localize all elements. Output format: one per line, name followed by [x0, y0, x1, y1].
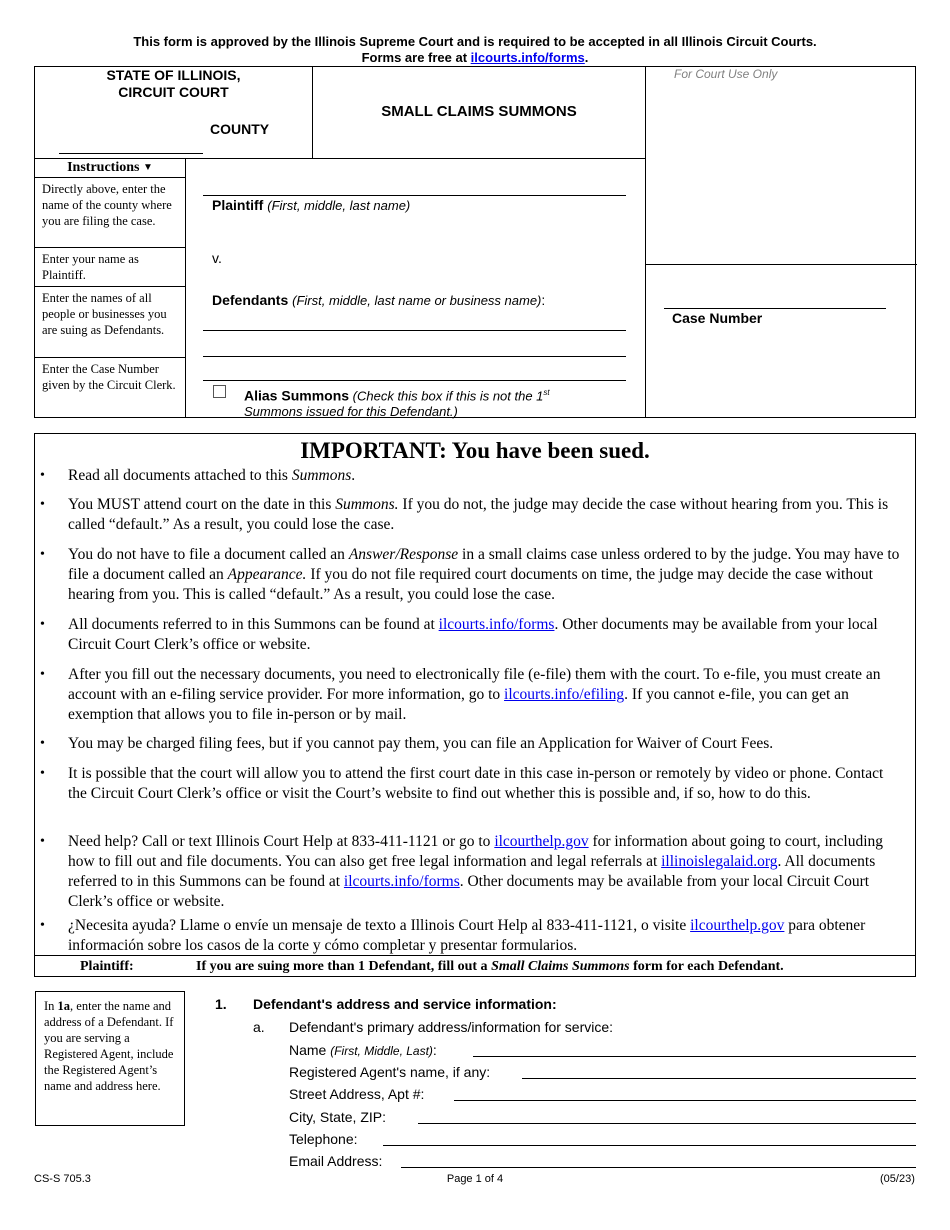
- instruction-county: Directly above, enter the name of the county where you are filing the case.: [35, 178, 185, 248]
- county-input[interactable]: [59, 137, 203, 154]
- bullet-link[interactable]: ilcourts.info/forms: [343, 873, 460, 890]
- bullet-icon: •: [40, 918, 45, 933]
- alias-summons-label: Alias Summons (Check this box if this is not the 1st Summons issued for this Defendant.): [244, 387, 550, 420]
- form-code: CS-S 705.3: [34, 1173, 91, 1185]
- defendant-name-input-2[interactable]: [203, 356, 626, 357]
- subsection-letter: a.: [253, 1019, 265, 1035]
- bullet-icon: •: [40, 468, 45, 483]
- bullet-link[interactable]: illinoislegalaid.org: [661, 853, 778, 870]
- county-label: COUNTY: [210, 121, 270, 137]
- bullet-text: You MUST attend court on the date in this Summons. If you do not, the judge may decide the case without hearing from you. This is called “default.” As a result, you could lose the case.: [68, 496, 889, 533]
- bullet-text: After you fill out the necessary documents, you need to electronically file (e-file) them with the court. To e-file, you must create an account with an e-filing service provider. For more information, go to ilcourts.info/efiling. If you cannot e-file, you can get an exemption that allows you to file in-person or by mail.: [68, 666, 881, 723]
- court-use-column: [645, 67, 917, 417]
- caption-table: [34, 66, 916, 418]
- form-revision: (05/23): [880, 1173, 915, 1185]
- court-cell: [35, 67, 313, 159]
- court-name: STATE OF ILLINOIS, CIRCUIT COURT: [106, 67, 241, 100]
- important-title: IMPORTANT: You have been sued.: [300, 438, 650, 463]
- alias-summons-checkbox[interactable]: [213, 385, 226, 398]
- form-title: SMALL CLAIMS SUMMONS: [381, 103, 577, 120]
- bullet-text: It is possible that the court will allow you to attend the first court date in this case in-person or remotely by video or phone. Contact the Circuit Court Clerk’s office or visit the Court’s website to find out whether this is possible and, if so, how to do this.: [68, 765, 884, 802]
- section-title: Defendant's address and service information:: [253, 996, 557, 1012]
- approval-notice: [0, 34, 950, 66]
- instruction-case-number: Enter the Case Number given by the Circuit Clerk.: [42, 362, 176, 392]
- bullet-icon: •: [40, 617, 45, 632]
- field-label: Name (First, Middle, Last):: [289, 1042, 437, 1058]
- field-label: Telephone:: [289, 1131, 358, 1147]
- field-input[interactable]: [522, 1078, 916, 1079]
- defendant-name-input-1[interactable]: [203, 330, 626, 331]
- plaintiff-label: Plaintiff (First, middle, last name): [212, 197, 411, 213]
- field-input[interactable]: [454, 1100, 916, 1101]
- section1-instruction: In 1a, enter the name and address of a Defendant. If you are serving a Registered Agent, include the Registered Agent’s name and address here.: [35, 991, 185, 1126]
- plaintiff-note-text: If you are suing more than 1 Defendant, fill out a Small Claims Summons form for each Defendant.: [196, 959, 784, 974]
- bullet-text: All documents referred to in this Summons can be found at ilcourts.info/forms. Other documents may be available from your local Circuit Court Clerk’s office or website.: [68, 616, 878, 653]
- bullet-link[interactable]: ilcourthelp.gov: [494, 833, 589, 850]
- section-number: 1.: [215, 996, 227, 1012]
- field-input[interactable]: [383, 1145, 916, 1146]
- field-input[interactable]: [418, 1123, 916, 1124]
- triangle-down-icon: ▼: [142, 162, 153, 173]
- instruction-plaintiff: Enter your name as Plaintiff.: [35, 248, 185, 287]
- court-use-label: For Court Use Only: [674, 67, 778, 81]
- field-label: City, State, ZIP:: [289, 1109, 386, 1125]
- important-notice-box: [34, 433, 916, 977]
- approval-notice-line2: Forms are free at ilcourts.info/forms.: [361, 50, 589, 65]
- field-label: Street Address, Apt #:: [289, 1086, 425, 1102]
- defendant-name-input-3[interactable]: [203, 380, 626, 381]
- page-number: Page 1 of 4: [446, 1173, 504, 1185]
- instructions-column: [35, 158, 186, 417]
- field-label: Registered Agent's name, if any:: [289, 1064, 491, 1080]
- instructions-heading[interactable]: Instructions ▼: [35, 158, 185, 178]
- bullet-link[interactable]: ilcourts.info/forms: [438, 616, 555, 633]
- instruction-defendants: Enter the names of all people or businesses you are suing as Defendants.: [35, 287, 185, 358]
- subsection-title: Defendant's primary address/information for service:: [289, 1019, 614, 1035]
- case-number-input[interactable]: [664, 308, 886, 309]
- bullet-text: ¿Necesita ayuda? Llame o envíe un mensaje de texto a Illinois Court Help al 833-411-1121, o visite ilcourthelp.gov para obtener información sobre los casos de la corte y cómo completar y presentar formularios.: [68, 917, 866, 954]
- field-input[interactable]: [473, 1056, 916, 1057]
- plaintiff-name-input[interactable]: [203, 195, 626, 196]
- bullet-text: You do not have to file a document called an Answer/Response in a small claims case unless ordered to by the judge. You may have to file a document called an Appearance. If you do not file required court documents on time, the judge may decide the case without hearing from you. This is called “default.” As a result, you could lose the case.: [68, 546, 900, 603]
- bullet-icon: •: [40, 766, 45, 781]
- versus-label: v.: [212, 250, 222, 266]
- bullet-icon: •: [40, 667, 45, 682]
- bullet-icon: •: [40, 736, 45, 751]
- bullet-link[interactable]: ilcourthelp.gov: [690, 917, 785, 934]
- field-input[interactable]: [401, 1167, 916, 1168]
- case-number-label: Case Number: [672, 310, 763, 326]
- bullet-link[interactable]: ilcourts.info/efiling: [504, 686, 625, 703]
- bullet-icon: •: [40, 497, 45, 512]
- field-label: Email Address:: [289, 1153, 383, 1169]
- plaintiff-note-row: [35, 955, 915, 978]
- defendants-label: Defendants (First, middle, last name or business name):: [212, 292, 546, 308]
- plaintiff-note-label: Plaintiff:: [80, 959, 134, 974]
- bullet-text: Read all documents attached to this Summons.: [68, 467, 356, 484]
- bullet-icon: •: [40, 834, 45, 849]
- approval-notice-line1: This form is approved by the Illinois Supreme Court and is required to be accepted in all Illinois Circuit Courts.: [133, 34, 817, 49]
- bullet-text: Need help? Call or text Illinois Court Help at 833-411-1121 or go to ilcourthelp.gov for information about going to court, including how to fill out and file documents. You can also get free legal information and legal referrals at illinoislegalaid.org. All documents referred to in this Summons can be found at ilcourts.info/forms. Other documents may be available from your local Circuit Court Clerk’s office or website.: [68, 833, 884, 910]
- forms-link[interactable]: ilcourts.info/forms: [470, 50, 585, 65]
- bullet-text: You may be charged filing fees, but if you cannot pay them, you can file an Application for Waiver of Court Fees.: [68, 735, 774, 752]
- bullet-icon: •: [40, 547, 45, 562]
- court-use-divider: [646, 264, 917, 265]
